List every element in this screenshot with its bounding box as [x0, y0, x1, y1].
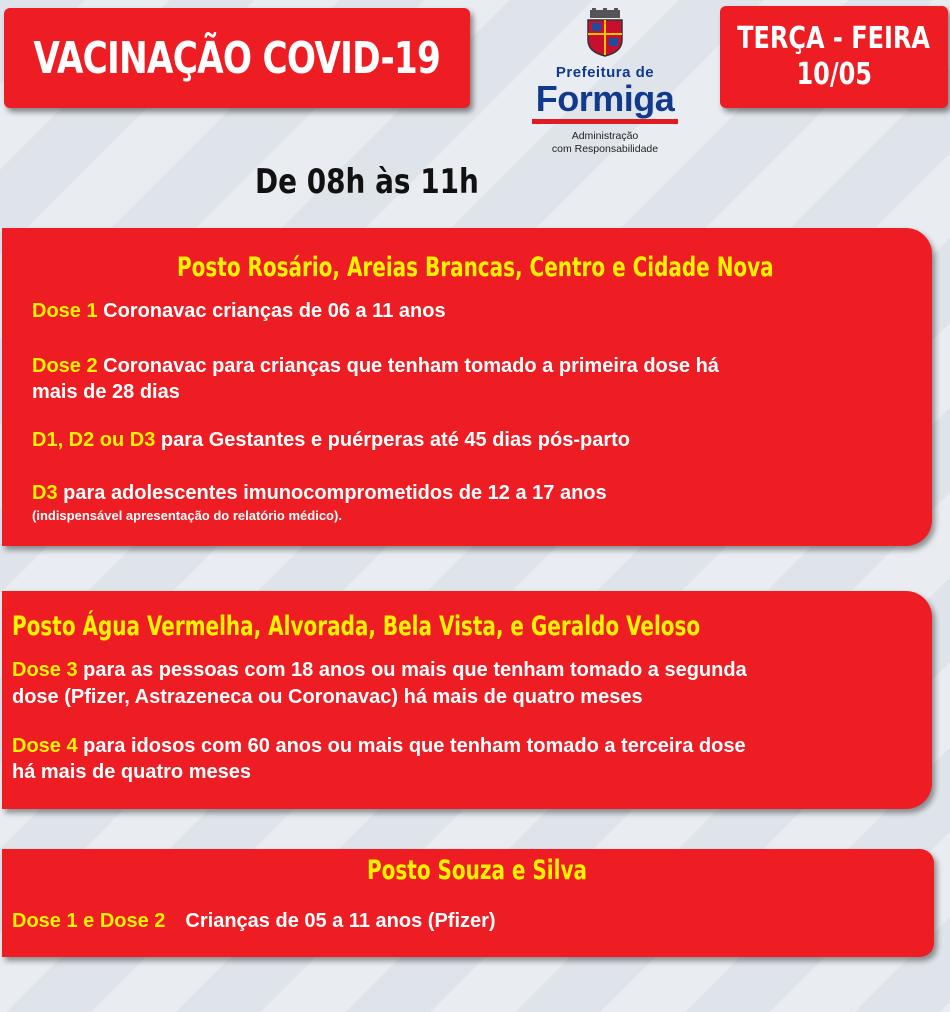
- posto-card-2: [2, 591, 932, 809]
- posto-2-item-1: [12, 657, 747, 683]
- posto-2-title: Posto Água Vermelha, Alvorada, Bela Vista, e Geraldo Veloso: [12, 611, 701, 642]
- prefeitura-logo: [520, 8, 690, 163]
- posto-1-item-4-note: (indispensável apresentação do relatório médico).: [32, 508, 342, 523]
- dose-text: para adolescentes imunocomprometidos de 12 a 17 anos: [57, 482, 607, 504]
- weekday: TERÇA - FEIRA: [737, 21, 931, 56]
- dose-text: Crianças de 05 a 11 anos (Pfizer): [185, 910, 496, 932]
- logo-prefeitura-text: Prefeitura de: [555, 64, 655, 81]
- date: 10/05: [796, 57, 872, 92]
- title-banner: [4, 8, 470, 108]
- posto-2-item-2-cont: há mais de quatro meses: [12, 761, 251, 783]
- dose-label: Dose 1: [32, 300, 98, 322]
- posto-1-item-2-cont: mais de 28 dias: [32, 381, 180, 403]
- dose-label: Dose 1 e Dose 2: [12, 910, 166, 932]
- logo-tagline-line1: Administração: [571, 130, 639, 142]
- date-banner: [720, 6, 948, 108]
- coat-of-arms-icon: [582, 8, 628, 58]
- posto-2-item-1-cont: dose (Pfizer, Astrazeneca ou Coronavac) há mais de quatro meses: [12, 686, 643, 708]
- dose-label: D3: [32, 482, 58, 504]
- posto-3-item-1: [12, 908, 496, 934]
- dose-text: para Gestantes e puérperas até 45 dias pós-parto: [155, 429, 630, 451]
- logo-tagline-line2: com Responsabilidade: [551, 143, 659, 155]
- posto-1-item-2: [32, 353, 719, 379]
- posto-card-1: [2, 228, 932, 546]
- logo-divider: [532, 119, 678, 124]
- posto-1-item-4: [32, 480, 607, 506]
- posto-1-title: Posto Rosário, Areias Brancas, Centro e Cidade Nova: [177, 252, 774, 283]
- dose-label: Dose 2: [32, 355, 98, 377]
- dose-text: Coronavac crianças de 06 a 11 anos: [97, 300, 446, 322]
- dose-label: Dose 3: [12, 659, 78, 681]
- posto-3-title: Posto Souza e Silva: [367, 855, 588, 886]
- schedule-hours: De 08h às 11h: [255, 162, 479, 202]
- posto-1-item-1: [32, 298, 446, 324]
- posto-1-item-3: [32, 427, 630, 453]
- dose-text: Coronavac para crianças que tenham tomado a primeira dose há: [97, 355, 719, 377]
- dose-label: Dose 4: [12, 735, 78, 757]
- posto-card-3: [2, 849, 934, 957]
- logo-tagline: [552, 130, 658, 156]
- dose-text: para as pessoas com 18 anos ou mais que tenham tomado a segunda: [77, 659, 747, 681]
- dose-label: D1, D2 ou D3: [32, 429, 156, 451]
- page-title: VACINAÇÃO COVID-19: [33, 32, 441, 84]
- logo-formiga-text: Formiga: [535, 78, 675, 119]
- posto-2-item-2: [12, 733, 746, 759]
- dose-text: para idosos com 60 anos ou mais que tenham tomado a terceira dose: [77, 735, 746, 757]
